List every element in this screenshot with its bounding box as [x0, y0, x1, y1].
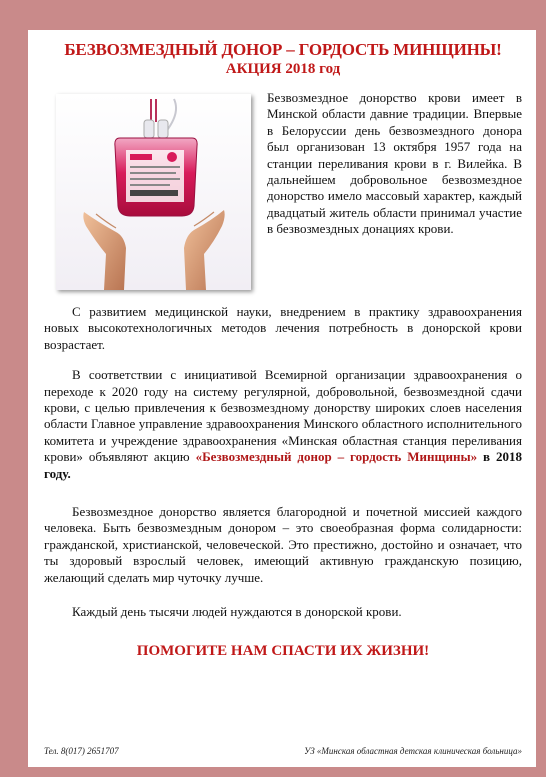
page-subtitle: АКЦИЯ 2018 год	[225, 61, 341, 77]
paragraph-need: Каждый день тысячи людей нуждаются в донорской крови.	[72, 604, 402, 620]
campaign-text: В соответствии с инициативой Всемирной организации здравоохранения о переходе к 2020 году на систему регулярной, добровольной, безвозмездной сдачи крови, с целью привлечения к безвозмездному донорству широких слоев населения области Главное управление здравоохранения Минского областного исполнительного комитета и учреждение здравоохранения «Минская областная станция переливания крови» объявляют акцию	[44, 367, 522, 465]
page-border	[10, 10, 536, 767]
intro-section	[44, 90, 522, 298]
blood-bag-hands-icon	[56, 94, 251, 290]
campaign-name: «Безвозмездный донор – гордость Минщины»	[195, 449, 478, 465]
page-title: БЕЗВОЗМЕЗДНЫЙ ДОНОР – ГОРДОСТЬ МИНЩИНЫ!	[64, 40, 502, 59]
campaign-year: в 2018 году.	[44, 449, 522, 481]
footer-organization: УЗ «Минская областная детская клиническая больница»	[304, 746, 522, 756]
paragraph-campaign	[44, 367, 522, 482]
footer	[44, 746, 522, 756]
leaflet-page	[28, 30, 536, 767]
intro-paragraph: Безвозмездное донорство крови имеет в Минской области давние традиции. Впервые в Белоруссии день безвозмездного донора был организован 13 октября 1957 года на станции переливания крови в г. Вилейка. В дальнейшем добровольное безвозмездное донорство имело массовый характер, каждый двадцатый житель области принимал участие в безвозмездных донациях крови.	[267, 90, 522, 237]
paragraph-mission: Безвозмездное донорство является благородной и почетной миссией каждого человека. Быть безвозмездным донором – это своеобразная форма солидарности: гражданской, христианской, человеческой. Это престижно, достойно и означает, что ты здоровый взрослый человек, имеющий активную гражданскую позицию, желающий сделать мир чуточку лучше.	[44, 504, 522, 585]
paragraph-medicine: С развитием медицинской науки, внедрением в практику здравоохранения новых высокотехнологичных методов лечения потребность в донорской крови возрастает.	[44, 304, 522, 352]
footer-phone: Тел. 8(017) 2651707	[44, 746, 119, 756]
call-to-action: ПОМОГИТЕ НАМ СПАСТИ ИХ ЖИЗНИ!	[136, 642, 430, 659]
